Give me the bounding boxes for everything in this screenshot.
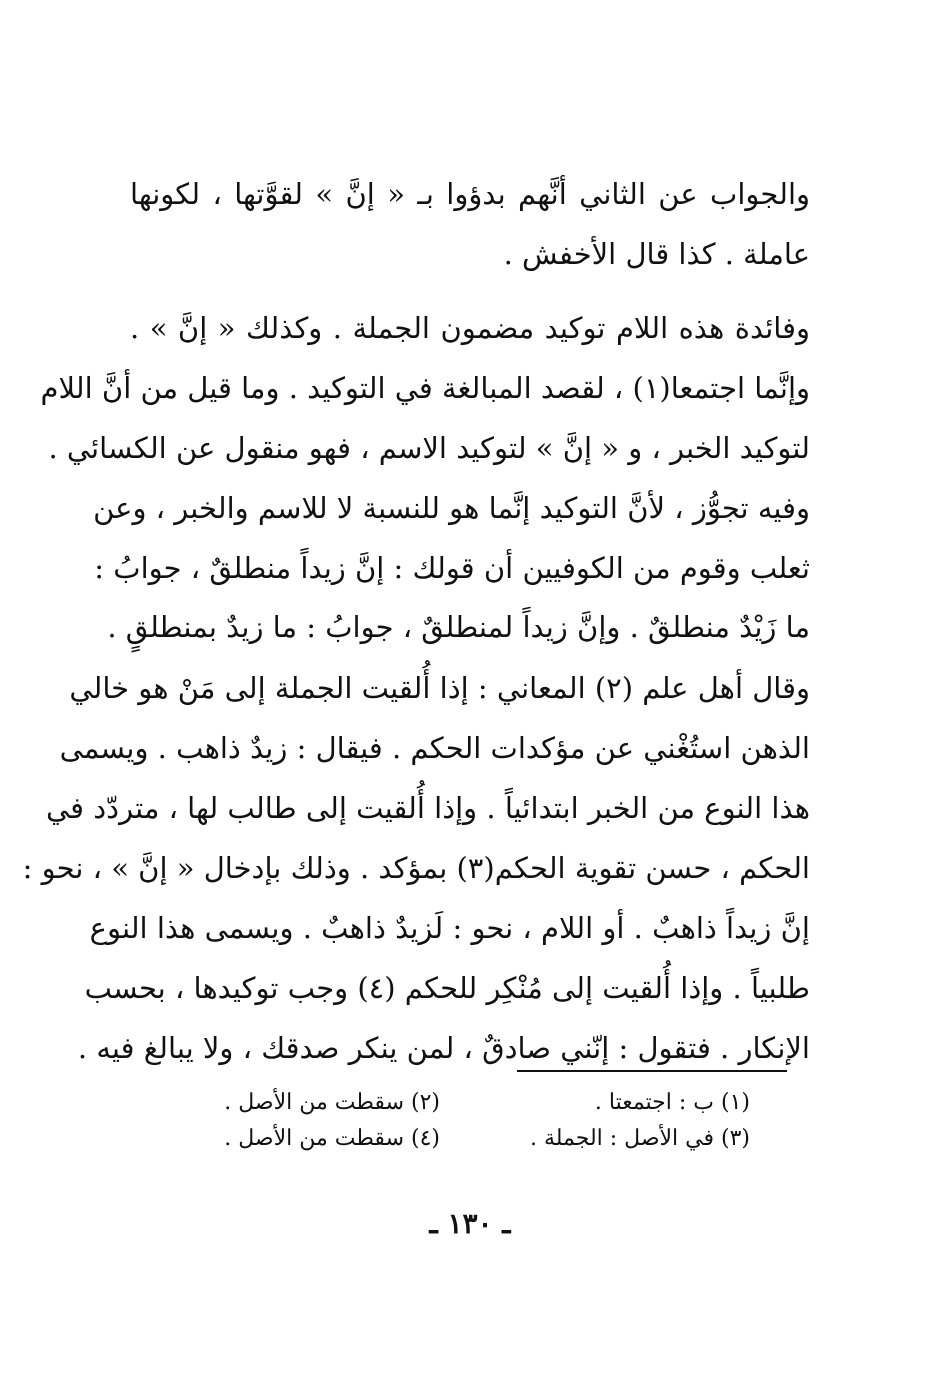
footnote: (٤) سقطت من الأصل . [224,1126,440,1151]
text-line: ثعلب وقوم من الكوفيين أن قولك : إنَّ زيداً منطلقٌ ، جوابُ : [94,551,810,585]
text-line: ما زَيْدٌ منطلقٌ . وإنَّ زيداً لمنطلقٌ ، جوابُ : ما زيدٌ بمنطلقٍ . [107,610,810,644]
text-line: والجواب عن الثاني أنَّهم بدؤوا بـ « إنَّ » لقوَّتها ، لكونها [130,177,810,211]
footnote: (٣) في الأصل : الجملة . [529,1126,750,1151]
footnote: (٢) سقطت من الأصل . [224,1090,440,1115]
footnote-divider [517,1070,787,1072]
text-line: إنَّ زيداً ذاهبٌ . أو اللام ، نحو : لَزيدٌ ذاهبٌ . ويسمى هذا النوع [89,911,810,945]
text-line: وفيه تجوُّز ، لأنَّ التوكيد إنَّما هو للنسبة لا للاسم والخبر ، وعن [93,491,810,525]
text-line: عاملة . كذا قال الأخفش . [503,237,810,271]
text-line: لتوكيد الخبر ، و « إنَّ » لتوكيد الاسم ، فهو منقول عن الكسائي . [48,431,810,465]
text-line: وإنَّما اجتمعا(١) ، لقصد المبالغة في التوكيد . وما قيل من أنَّ اللام [40,371,810,405]
text-line: الحكم ، حسن تقوية الحكم(٣) بمؤكد . وذلك بإدخال « إنَّ » ، نحو : [22,851,810,885]
text-line: الإنكار . فتقول : إنّني صادقٌ ، لمن ينكر صدقك ، ولا يبالغ فيه . [77,1031,810,1065]
text-line: الذهن استُغْني عن مؤكدات الحكم . فيقال : زيدٌ ذاهب . ويسمى [59,731,810,765]
page-number: ـ ١٣٠ ـ [429,1207,511,1240]
text-line: طلبياً . وإذا أُلقيت إلى مُنْكِر للحكم (٤) وجب توكيدها ، بحسب [84,971,810,1005]
text-line: وفائدة هذه اللام توكيد مضمون الجملة . وكذلك « إنَّ » . [130,311,810,345]
text-line: هذا النوع من الخبر ابتدائياً . وإذا أُلقيت إلى طالب لها ، متردّد في [45,791,810,825]
footnote: (١) ب : اجتمعتا . [594,1090,750,1115]
text-line: وقال أهل علم (٢) المعاني : إذا أُلقيت الجملة إلى مَنْ هو خالي [69,671,810,705]
